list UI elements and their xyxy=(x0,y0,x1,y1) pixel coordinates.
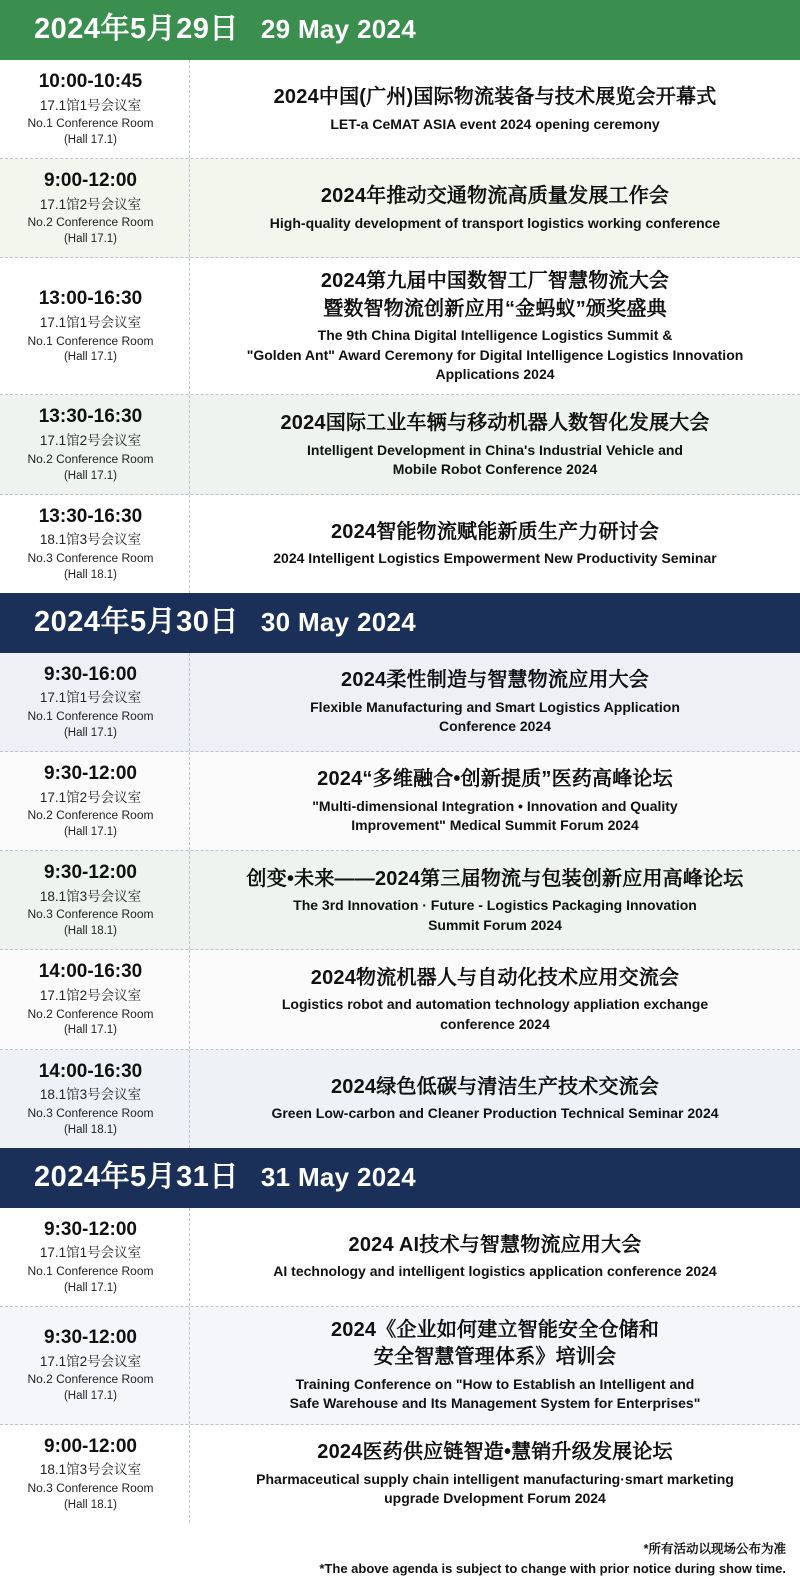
session-time: 10:00-10:45 xyxy=(38,70,143,92)
session-row xyxy=(0,60,800,159)
session-time: 9:00-12:00 xyxy=(44,170,137,192)
session-time: 14:00-16:30 xyxy=(38,961,143,983)
session-room-cn: 17.1馆2号会议室 xyxy=(39,988,142,1004)
session-room-en: No.2 Conference Room xyxy=(27,451,154,466)
session-room-cn: 17.1馆1号会议室 xyxy=(39,690,142,706)
session-hall: (Hall 18.1) xyxy=(63,1123,118,1136)
day-header xyxy=(0,0,800,60)
session-time: 13:30-16:30 xyxy=(38,406,143,428)
session-title-en: The 3rd Innovation · Future - Logistics Packaging Innovation Summit Forum 2024 xyxy=(293,897,697,933)
session-room-cn: 18.1馆3号会议室 xyxy=(39,1462,142,1478)
session-meta xyxy=(0,495,190,593)
session-title-en: "Multi-dimensional Integration • Innovation and Quality Improvement" Medical Summit Forum 2024 xyxy=(312,798,678,834)
session-room-en: No.1 Conference Room xyxy=(27,1263,154,1278)
session-meta xyxy=(0,851,190,949)
session-room-cn: 18.1馆3号会议室 xyxy=(39,1087,142,1103)
session-titles xyxy=(190,258,800,394)
session-titles xyxy=(190,950,800,1048)
session-hall: (Hall 17.1) xyxy=(63,469,118,482)
session-hall: (Hall 18.1) xyxy=(63,925,118,938)
session-room-en: No.1 Conference Room xyxy=(27,709,154,724)
day-header-en: 30 May 2024 xyxy=(260,606,416,637)
session-hall: (Hall 18.1) xyxy=(63,1498,118,1511)
session-room-cn: 17.1馆2号会议室 xyxy=(39,1353,142,1369)
session-meta xyxy=(0,653,190,751)
session-time: 9:30-12:00 xyxy=(44,862,137,884)
session-titles xyxy=(190,653,800,751)
session-time: 9:30-12:00 xyxy=(44,1327,137,1349)
session-meta xyxy=(0,1307,190,1424)
day-header-en: 29 May 2024 xyxy=(260,14,416,44)
session-room-cn: 18.1馆3号会议室 xyxy=(39,532,142,548)
session-room-en: No.1 Conference Room xyxy=(27,116,154,131)
session-row xyxy=(0,1425,800,1523)
session-room-cn: 17.1馆1号会议室 xyxy=(39,1245,142,1261)
session-time: 14:00-16:30 xyxy=(38,1060,143,1082)
day-header xyxy=(0,593,800,653)
session-title-cn: 2024国际工业车辆与移动机器人数智化发展大会 xyxy=(280,411,710,434)
session-title-cn: 2024第九届中国数智工厂智慧物流大会 暨数智物流创新应用“金蚂蚁”颁奖盛典 xyxy=(320,270,670,320)
session-room-en: No.2 Conference Room xyxy=(27,1372,154,1387)
session-title-en: High-quality development of transport logistics working conference xyxy=(269,214,721,231)
session-hall: (Hall 17.1) xyxy=(63,1281,118,1294)
session-hall: (Hall 17.1) xyxy=(63,233,118,246)
session-hall: (Hall 18.1) xyxy=(63,568,118,581)
session-hall: (Hall 17.1) xyxy=(63,1390,118,1403)
session-room-en: No.2 Conference Room xyxy=(27,808,154,823)
session-title-cn: 2024《企业如何建立智能安全仓储和 安全智慧管理体系》培训会 xyxy=(330,1318,660,1369)
day-header-cn: 2024年5月30日 xyxy=(34,605,239,638)
session-titles xyxy=(190,1307,800,1424)
session-row xyxy=(0,950,800,1049)
session-room-cn: 17.1馆1号会议室 xyxy=(39,97,142,113)
session-room-en: No.2 Conference Room xyxy=(27,1006,154,1021)
session-title-en: AI technology and intelligent logistics application conference 2024 xyxy=(273,1263,717,1280)
session-title-en: Logistics robot and automation technology appliation exchange conference 2024 xyxy=(281,996,709,1032)
session-hall: (Hall 17.1) xyxy=(63,826,118,839)
session-row xyxy=(0,1208,800,1307)
session-titles xyxy=(190,60,800,158)
session-row xyxy=(0,851,800,950)
session-room-en: No.3 Conference Room xyxy=(27,1480,154,1495)
footer-note xyxy=(0,1523,800,1594)
session-meta xyxy=(0,1050,190,1148)
session-meta xyxy=(0,1425,190,1523)
session-hall: (Hall 17.1) xyxy=(63,1024,118,1037)
session-row xyxy=(0,395,800,494)
day-header-cn: 2024年5月31日 xyxy=(34,1160,239,1193)
session-row xyxy=(0,653,800,752)
footer-note-en: *The above agenda is subject to change with prior notice during show time. xyxy=(319,1560,786,1576)
session-titles xyxy=(190,1208,800,1306)
session-title-cn: 2024物流机器人与自动化技术应用交流会 xyxy=(310,966,680,989)
day-header-en: 31 May 2024 xyxy=(260,1161,416,1192)
session-title-cn: 2024绿色低碳与清洁生产技术交流会 xyxy=(330,1075,660,1098)
session-time: 13:00-16:30 xyxy=(38,288,143,310)
session-time: 9:30-12:00 xyxy=(44,1218,137,1240)
session-room-cn: 18.1馆3号会议室 xyxy=(39,888,142,904)
session-room-cn: 17.1馆2号会议室 xyxy=(39,789,142,805)
session-room-en: No.3 Conference Room xyxy=(27,550,154,565)
session-title-en: Intelligent Development in China's Industrial Vehicle and Mobile Robot Conference 2024 xyxy=(307,441,683,477)
session-room-en: No.2 Conference Room xyxy=(27,215,154,230)
session-title-en: Flexible Manufacturing and Smart Logistics Application Conference 2024 xyxy=(310,698,680,735)
session-titles xyxy=(190,495,800,593)
session-title-en: The 9th China Digital Intelligence Logistics Summit & "Golden Ant" Award Ceremony for Digital Intelligence Logistics Innovation Applications 2024 xyxy=(246,327,744,383)
day-header xyxy=(0,1148,800,1208)
session-meta xyxy=(0,1208,190,1306)
session-room-en: No.3 Conference Room xyxy=(27,1105,154,1120)
session-hall: (Hall 17.1) xyxy=(63,726,118,739)
session-time: 9:00-12:00 xyxy=(44,1435,137,1457)
session-titles xyxy=(190,851,800,949)
session-hall: (Hall 17.1) xyxy=(63,134,118,146)
session-hall: (Hall 17.1) xyxy=(63,351,118,364)
session-time: 13:30-16:30 xyxy=(38,505,143,527)
session-title-cn: 2024医药供应链智造•慧销升级发展论坛 xyxy=(317,1441,673,1464)
session-title-en: Pharmaceutical supply chain intelligent manufacturing·smart marketing upgrade Dvelopment Forum 2024 xyxy=(256,1470,734,1507)
session-meta xyxy=(0,258,190,394)
session-meta xyxy=(0,159,190,257)
session-title-cn: 2024年推动交通物流高质量发展工作会 xyxy=(320,185,670,208)
session-title-cn: 2024柔性制造与智慧物流应用大会 xyxy=(341,669,649,692)
session-title-cn: 2024 AI技术与智慧物流应用大会 xyxy=(348,1233,642,1256)
session-title-cn: 2024智能物流赋能新质生产力研讨会 xyxy=(330,520,660,543)
session-row xyxy=(0,159,800,258)
session-row xyxy=(0,752,800,851)
session-title-en: LET-a CeMAT ASIA event 2024 opening ceremony xyxy=(330,115,660,132)
session-row xyxy=(0,495,800,593)
session-row xyxy=(0,258,800,395)
session-room-cn: 17.1馆2号会议室 xyxy=(39,433,142,449)
session-room-en: No.3 Conference Room xyxy=(27,907,154,922)
session-meta xyxy=(0,395,190,493)
session-room-cn: 17.1馆2号会议室 xyxy=(39,196,142,212)
footer-note-cn: *所有活动以现场公布为准 xyxy=(643,1541,786,1556)
session-row xyxy=(0,1050,800,1148)
session-meta xyxy=(0,950,190,1048)
session-time: 9:30-16:00 xyxy=(44,663,137,685)
session-time: 9:30-12:00 xyxy=(44,762,137,784)
session-row xyxy=(0,1307,800,1425)
session-titles xyxy=(190,1425,800,1523)
session-title-en: 2024 Intelligent Logistics Empowerment New Productivity Seminar xyxy=(273,550,717,567)
session-title-en: Training Conference on "How to Establish an Intelligent and Safe Warehouse and Its Management System for Enterprises" xyxy=(289,1376,701,1412)
session-titles xyxy=(190,1050,800,1148)
session-title-en: Green Low-carbon and Cleaner Production Technical Seminar 2024 xyxy=(271,1105,719,1122)
session-title-cn: 创变•未来——2024第三届物流与包装创新应用高峰论坛 xyxy=(246,867,744,890)
session-title-cn: 2024中国(广州)国际物流装备与技术展览会开幕式 xyxy=(273,86,717,109)
session-room-cn: 17.1馆1号会议室 xyxy=(39,315,142,330)
session-title-cn: 2024“多维融合•创新提质”医药高峰论坛 xyxy=(317,768,673,791)
session-meta xyxy=(0,60,190,158)
day-header-cn: 2024年5月29日 xyxy=(34,13,239,45)
session-titles xyxy=(190,159,800,257)
session-titles xyxy=(190,395,800,493)
session-meta xyxy=(0,752,190,850)
session-room-en: No.1 Conference Room xyxy=(27,333,154,348)
session-titles xyxy=(190,752,800,850)
